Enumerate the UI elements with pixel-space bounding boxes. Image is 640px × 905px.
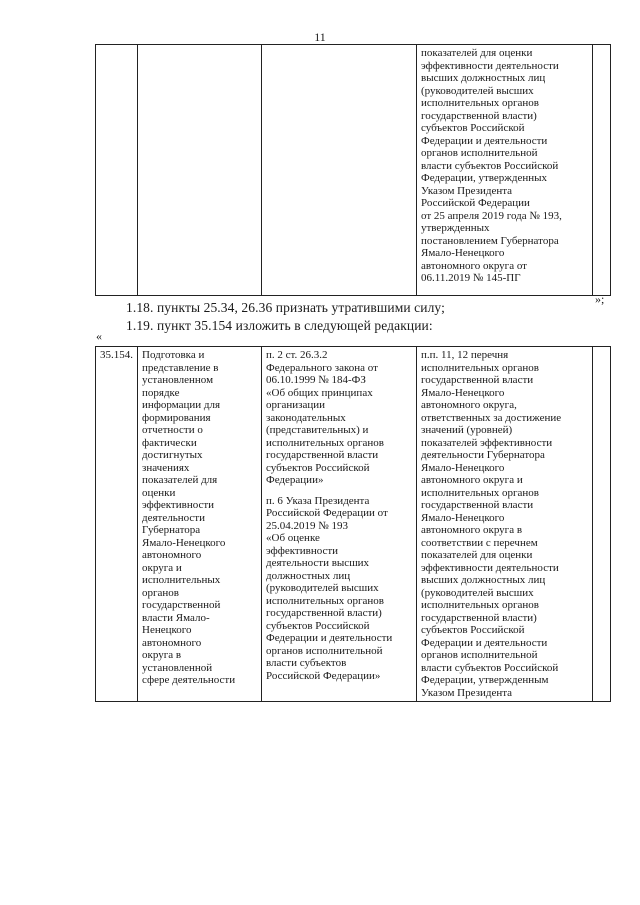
cell-description	[138, 347, 262, 702]
text-line: государственной власти)	[421, 611, 537, 624]
text-line: отчетности о	[142, 424, 203, 436]
text-line: оценки	[142, 486, 176, 499]
text-line: постановлением Губернатора	[421, 234, 559, 247]
text-line: эффективности деятельности	[421, 59, 559, 72]
text-line: деятельности Губернатора	[421, 449, 545, 461]
text-line: государственной	[142, 599, 221, 611]
text-line: Федерации»	[266, 474, 324, 486]
text-line: исполнительных органов	[421, 599, 539, 611]
text-line: Подготовка и	[142, 349, 205, 361]
text-line: 06.11.2019 № 145-ПГ	[421, 272, 521, 284]
text-line: установленном	[142, 374, 214, 386]
text-line: исполнительных органов	[421, 486, 539, 499]
text-line: автономного округа и	[421, 474, 523, 486]
text-line: субъектов Российской	[266, 461, 370, 474]
text-line: государственной власти	[266, 449, 379, 461]
text-line: автономного округа в	[421, 524, 523, 536]
text-line: 25.04.2019 № 193	[266, 519, 348, 532]
text-line: эффективности деятельности	[421, 561, 559, 574]
table-row	[96, 347, 611, 702]
text-line: Федерации и деятельности	[266, 632, 393, 644]
legal-basis-federal-law	[266, 349, 412, 487]
text-line: Федерального закона от	[266, 361, 378, 374]
text-line: исполнительных органов	[266, 436, 384, 449]
clause-1-19: 1.19. пункт 35.154 изложить в следующей редакции:	[126, 318, 433, 333]
text-line: субъектов Российской	[421, 122, 525, 134]
text-line: эффективности	[266, 544, 339, 557]
text-line: показателей для	[142, 474, 218, 486]
top-cell-description	[138, 45, 262, 296]
text-line: органов исполнительной	[421, 649, 538, 661]
text-line: Губернатора	[142, 524, 201, 536]
text-line: (руководителей высших	[421, 586, 534, 599]
text-line: власти субъектов Российской	[421, 159, 559, 172]
text-line: Федерации и деятельности	[421, 636, 548, 649]
text-line: исполнительных	[142, 574, 221, 586]
text-line: установленной	[142, 661, 213, 674]
text-line: Ямало-Ненецкого	[421, 386, 505, 399]
cell-extra	[593, 347, 611, 702]
text-line: Ямало-Ненецкого	[421, 461, 505, 474]
text-line: Российской Федерации	[421, 197, 530, 209]
text-line: деятельности	[142, 511, 205, 524]
text-line: высших должностных лиц	[421, 72, 546, 84]
top-cell-legal-basis	[262, 45, 417, 296]
text-line: «Об общих принципах	[266, 386, 373, 399]
text-line: органов	[142, 586, 179, 599]
text-line: округа в	[142, 649, 182, 661]
clause-1-18: 1.18. пункты 25.34, 26.36 признать утратившими силу;	[126, 300, 445, 315]
text-line: показателей для оценки	[421, 47, 533, 59]
text-line: 06.10.1999 № 184-ФЗ	[266, 374, 366, 386]
text-line: власти субъектов Российской	[421, 661, 559, 674]
text-line: автономного округа от	[421, 259, 527, 272]
text-line: автономного округа,	[421, 399, 517, 411]
page-number: 11	[314, 30, 326, 44]
text-line: фактически	[142, 436, 197, 449]
text-line: п.п. 11, 12 перечня	[421, 349, 509, 361]
text-line: государственной власти)	[421, 109, 537, 122]
text-line: «Об оценке	[266, 532, 320, 544]
text-line: автономного	[142, 636, 202, 649]
text-line: формирования	[142, 411, 211, 424]
text-line: Указом Президента	[421, 686, 513, 699]
text-line: Указом Президента	[421, 184, 513, 197]
text-line: исполнительных органов	[421, 361, 539, 374]
text-line: государственной власти	[421, 499, 534, 511]
text-line: информации для	[142, 399, 221, 411]
text-line: Ямало-Ненецкого	[142, 536, 226, 549]
text-line: значений (уровней)	[421, 424, 513, 436]
text-line: п. 2 ст. 26.3.2	[266, 349, 328, 361]
text-line: органов исполнительной	[266, 644, 383, 657]
cell-document	[417, 347, 593, 702]
text-line: Ямало-Ненецкого	[421, 247, 505, 259]
text-line: деятельности высших	[266, 557, 370, 569]
closing-quote-mark: »;	[595, 292, 605, 306]
text-line: законодательных	[266, 411, 346, 424]
text-line: (руководителей высших	[266, 582, 379, 594]
table-top-continuation	[95, 44, 611, 296]
top-cell-number	[96, 45, 138, 296]
text-line: (представительных) и	[266, 424, 369, 436]
text-line: округа и	[142, 561, 182, 574]
opening-quote-mark: «	[96, 329, 102, 343]
text-line: должностных лиц	[266, 569, 351, 582]
table-row	[96, 45, 611, 296]
text-line: соответствии с перечнем	[421, 536, 538, 549]
text-line: сфере деятельности	[142, 674, 236, 686]
text-line: от 25 апреля 2019 года № 193,	[421, 209, 562, 222]
text-line: эффективности	[142, 499, 215, 511]
text-line: (руководителей высших	[421, 84, 534, 97]
text-line: субъектов Российской	[421, 624, 525, 636]
text-line: порядке	[142, 386, 180, 399]
text-line: государственной власти)	[266, 607, 382, 619]
text-line: утвержденных	[421, 222, 490, 234]
text-line: Федерации, утвержденных	[421, 172, 548, 184]
text-line: Федерации, утвержденным	[421, 674, 549, 686]
text-line: показателей для оценки	[421, 549, 533, 561]
text-line: органов исполнительной	[421, 147, 538, 159]
text-line: субъектов Российской	[266, 619, 370, 632]
text-line: представление в	[142, 361, 219, 374]
text-line: Российской Федерации»	[266, 669, 381, 682]
top-cell-document	[417, 45, 593, 296]
legal-basis-decree	[266, 495, 412, 683]
top-cell-extra	[593, 45, 611, 296]
text-line: Российской Федерации от	[266, 507, 388, 519]
text-line: высших должностных лиц	[421, 574, 546, 586]
text-line: показателей эффективности	[421, 436, 553, 449]
text-line: достигнутых	[142, 449, 203, 461]
text-line: Федерации и деятельности	[421, 134, 548, 147]
row-number: 35.154.	[96, 347, 138, 702]
text-line: государственной власти	[421, 374, 534, 386]
text-line: организации	[266, 399, 326, 411]
text-line: Ямало-Ненецкого	[421, 511, 505, 524]
text-line: автономного	[142, 549, 202, 561]
text-line: исполнительных органов	[421, 97, 539, 109]
text-line: власти Ямало-	[142, 611, 210, 624]
text-line: значениях	[142, 461, 190, 474]
cell-legal-basis	[262, 347, 417, 702]
table-new-edition	[95, 346, 611, 702]
text-line: Ненецкого	[142, 624, 192, 636]
text-line: п. 6 Указа Президента	[266, 494, 370, 507]
text-line: ответственных за достижение	[421, 411, 562, 424]
text-line: исполнительных органов	[266, 594, 384, 607]
text-line: власти субъектов	[266, 657, 347, 669]
